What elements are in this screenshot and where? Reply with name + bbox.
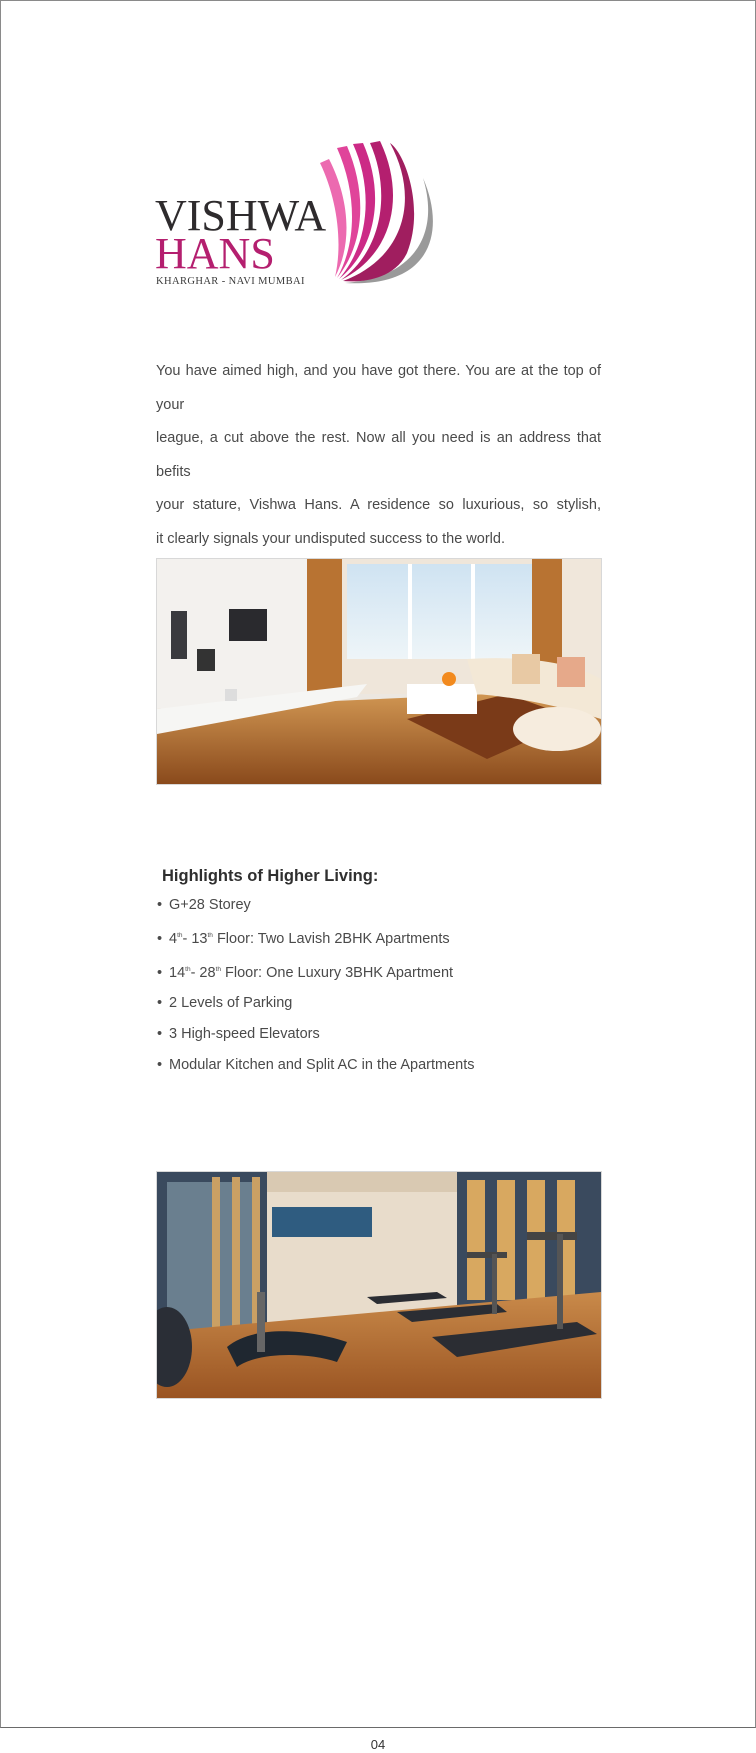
ordinal-suffix: th xyxy=(207,931,213,939)
bullet-icon: • xyxy=(157,897,163,913)
bullet-icon: • xyxy=(157,995,163,1012)
intro-line: your stature, Vishwa Hans. A residence so luxurious, so stylish, xyxy=(156,497,601,513)
list-item xyxy=(157,955,617,989)
highlight-text: 2 Levels of Parking xyxy=(169,995,293,1012)
gym-photo xyxy=(156,1171,602,1399)
floor-end: - 28 xyxy=(190,964,216,981)
ordinal-suffix: th xyxy=(215,965,221,973)
floor-start: 14 xyxy=(169,964,186,981)
logo-text-hans: HANS xyxy=(155,229,275,278)
highlights-section xyxy=(157,862,617,1081)
page-number: 04 xyxy=(370,1737,386,1752)
ordinal-suffix: th xyxy=(177,931,183,939)
list-item xyxy=(157,890,617,921)
list-item xyxy=(157,921,617,955)
intro-line: You have aimed high, and you have got there. You are at the top of your xyxy=(156,363,601,413)
list-item xyxy=(157,1019,617,1050)
highlight-text: Modular Kitchen and Split AC in the Apartments xyxy=(169,1056,475,1073)
highlight-text: 3 High-speed Elevators xyxy=(169,1026,320,1043)
highlights-list xyxy=(157,890,617,1081)
list-item xyxy=(157,988,617,1019)
floor-start: 4 xyxy=(169,930,178,947)
intro-paragraph xyxy=(156,355,601,556)
logo-text-vishwa: VISHWA xyxy=(155,191,327,240)
list-item xyxy=(157,1050,617,1081)
bullet-icon: • xyxy=(157,930,163,947)
intro-line: league, a cut above the rest. Now all you need is an address that befits xyxy=(156,430,601,480)
logo-tagline: KHARGHAR - NAVI MUMBAI xyxy=(156,276,305,287)
intro-line: it clearly signals your undisputed success to the world. xyxy=(156,530,505,547)
highlight-text: Floor: Two Lavish 2BHK Apartments xyxy=(212,930,450,947)
bullet-icon: • xyxy=(157,964,163,981)
highlights-title: Highlights of Higher Living: xyxy=(162,867,379,885)
living-room-photo xyxy=(156,558,602,785)
floor-end: - 13 xyxy=(182,930,208,947)
bullet-icon: • xyxy=(157,1026,163,1043)
highlight-text: G+28 Storey xyxy=(169,897,251,913)
bullet-icon: • xyxy=(157,1056,163,1073)
vishwa-hans-logo xyxy=(155,138,445,288)
highlight-text: Floor: One Luxury 3BHK Apartment xyxy=(220,964,454,981)
ordinal-suffix: th xyxy=(185,965,191,973)
